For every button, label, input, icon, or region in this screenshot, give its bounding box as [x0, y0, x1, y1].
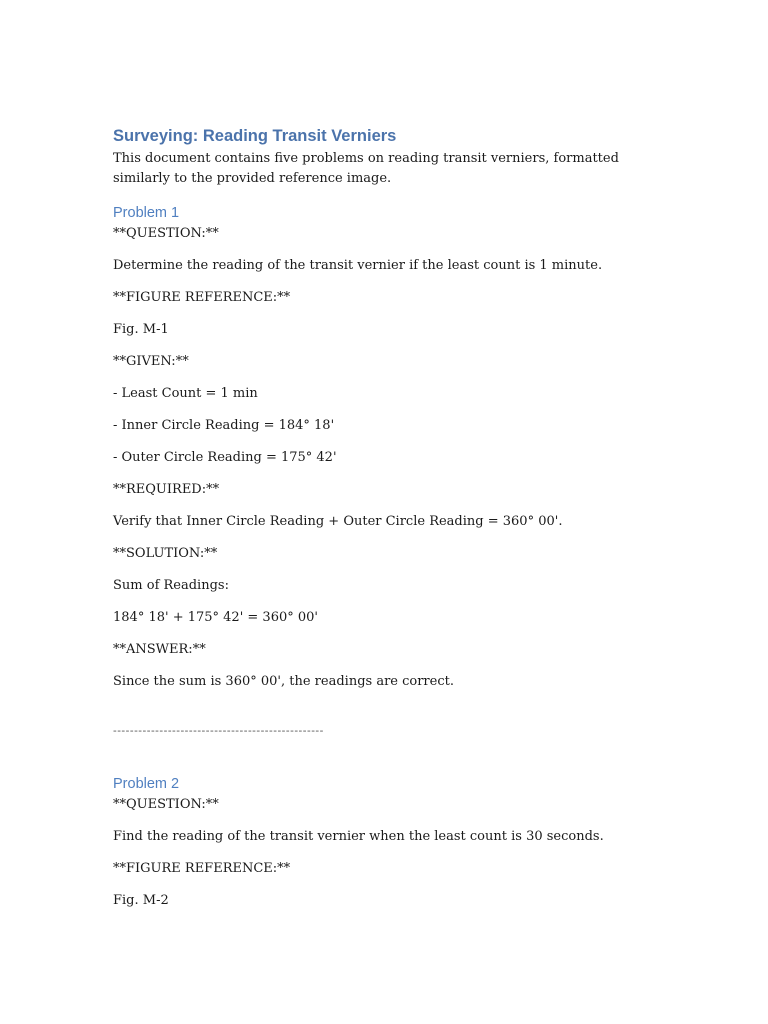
question-label: **QUESTION:** [113, 797, 219, 812]
given-label: **GIVEN:** [113, 354, 189, 369]
figure-reference-text: Fig. M-1 [113, 322, 169, 337]
document-page [113, 123, 653, 923]
answer-label: **ANSWER:** [113, 642, 206, 657]
given-inner-circle: - Inner Circle Reading = 184° 18' [113, 418, 335, 433]
required-label: **REQUIRED:** [113, 482, 220, 497]
problem-1 [113, 202, 653, 692]
solution-equation: 184° 18' + 175° 42' = 360° 00' [113, 610, 318, 625]
question-text: Determine the reading of the transit vernier if the least count is 1 minute. [113, 258, 603, 273]
problem-separator: -------------------------------------------------- [113, 724, 324, 737]
question-label: **QUESTION:** [113, 226, 219, 241]
required-text: Verify that Inner Circle Reading + Outer Circle Reading = 360° 00'. [113, 514, 563, 529]
given-outer-circle: - Outer Circle Reading = 175° 42' [113, 450, 337, 465]
solution-intro: Sum of Readings: [113, 578, 229, 593]
figure-reference-label: **FIGURE REFERENCE:** [113, 290, 291, 305]
document-title: Surveying: Reading Transit Verniers [113, 127, 397, 145]
problem-2-heading: Problem 2 [113, 776, 180, 792]
solution-label: **SOLUTION:** [113, 546, 218, 561]
answer-text: Since the sum is 360° 00', the readings are correct. [113, 674, 454, 689]
question-text: Find the reading of the transit vernier when the least count is 30 seconds. [113, 829, 604, 844]
given-least-count: - Least Count = 1 min [113, 386, 258, 401]
problem-1-heading: Problem 1 [113, 205, 180, 221]
document-intro: This document contains five problems on reading transit verniers, formatted similarly to the provided reference image. [113, 151, 619, 186]
figure-reference-label: **FIGURE REFERENCE:** [113, 861, 291, 876]
problem-2 [113, 773, 653, 911]
figure-reference-text: Fig. M-2 [113, 893, 169, 908]
